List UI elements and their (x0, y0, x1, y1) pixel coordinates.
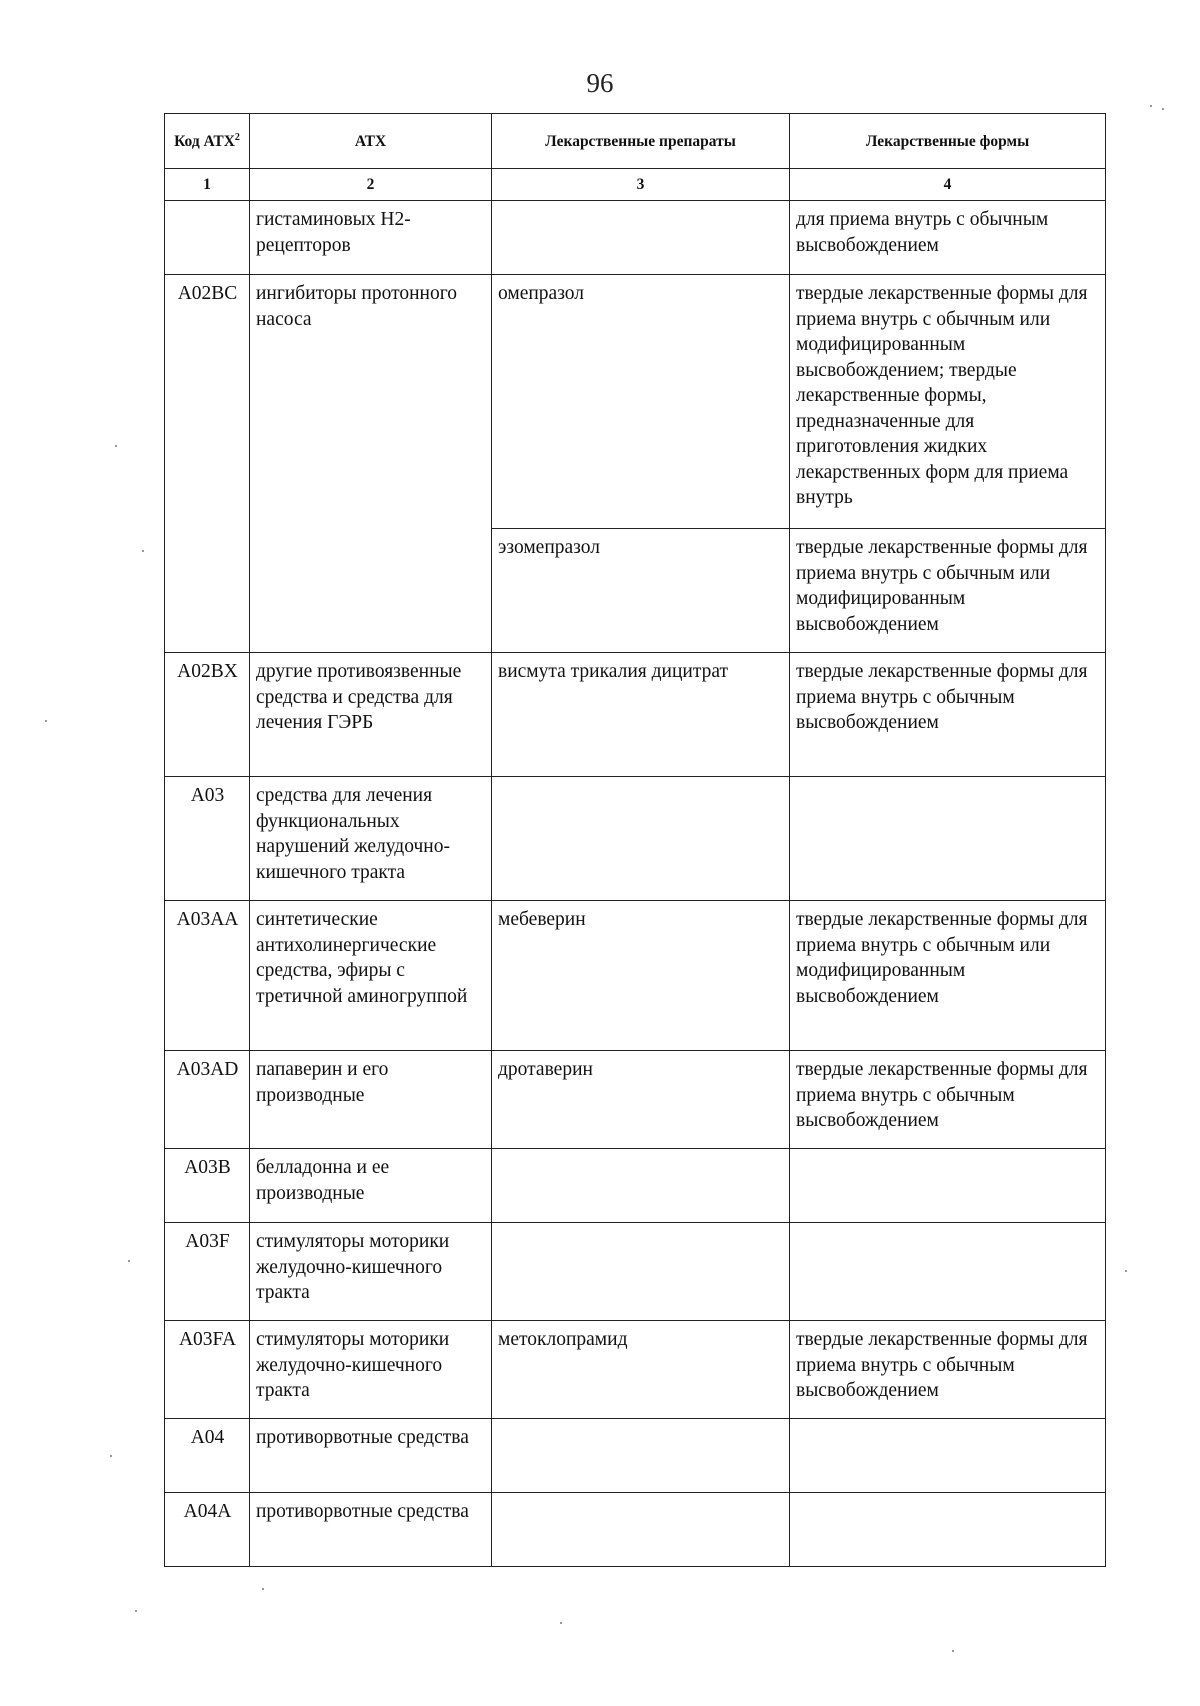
atx-code-cell: A03AA (165, 901, 250, 1051)
table-row (165, 777, 1106, 901)
table-row (165, 201, 1106, 275)
drug-cell: висмута трикалия дицитрат (492, 653, 790, 777)
dosage-form-cell (790, 1149, 1106, 1223)
atx-group-cell: стимуляторы моторики желудочно-кишечного тракта (250, 1321, 492, 1419)
drug-cell (492, 1493, 790, 1567)
atx-group-cell: папаверин и его производные (250, 1051, 492, 1149)
drug-cell (492, 201, 790, 275)
dosage-form-cell: твердые лекарственные формы для приема внутрь с обычным или модифицированным высвобождением; твердые лекарственные формы, предназначенные для приготовления жидких лекарственных форм для приема внутрь (790, 275, 1106, 529)
scan-speck (115, 445, 117, 447)
atx-group-cell: гистаминовых Н2-рецепторов (250, 201, 492, 275)
dosage-form-cell (790, 1493, 1106, 1567)
atx-code-cell: A02BC (165, 275, 250, 653)
atx-table (164, 113, 1106, 1567)
scan-speck (1150, 105, 1152, 107)
table-row (165, 275, 1106, 529)
scan-speck (110, 1455, 112, 1457)
atx-group-cell: ингибиторы протонного насоса (250, 275, 492, 653)
scan-speck (135, 1610, 137, 1612)
dosage-form-cell: твердые лекарственные формы для приема внутрь с обычным или модифицированным высвобождением (790, 901, 1106, 1051)
dosage-form-cell (790, 1419, 1106, 1493)
drug-cell (492, 1223, 790, 1321)
atx-code-cell: A03B (165, 1149, 250, 1223)
atx-code-cell: A03F (165, 1223, 250, 1321)
table-row (165, 1223, 1106, 1321)
drug-cell: мебеверин (492, 901, 790, 1051)
column-number: 1 (165, 169, 250, 201)
column-number: 2 (250, 169, 492, 201)
atx-group-cell: противорвотные средства (250, 1419, 492, 1493)
scan-speck (142, 550, 144, 552)
table-row (165, 1321, 1106, 1419)
dosage-form-cell (790, 777, 1106, 901)
atx-code-cell: A03FA (165, 1321, 250, 1419)
atx-code-cell (165, 201, 250, 275)
dosage-form-cell: для приема внутрь с обычным высвобождением (790, 201, 1106, 275)
column-number-row (165, 169, 1106, 201)
scan-speck (560, 1622, 562, 1624)
header-forms: Лекарственные формы (790, 114, 1106, 169)
header-row (165, 114, 1106, 169)
header-code: Код АТХ$^2$ (165, 114, 250, 169)
drug-cell: омепразол (492, 275, 790, 529)
column-number: 3 (492, 169, 790, 201)
column-number: 4 (790, 169, 1106, 201)
atx-group-cell: другие противоязвенные средства и средства для лечения ГЭРБ (250, 653, 492, 777)
atx-group-cell: стимуляторы моторики желудочно-кишечного тракта (250, 1223, 492, 1321)
scan-speck (262, 1588, 264, 1590)
scan-speck (952, 1650, 954, 1652)
scan-speck (1125, 1270, 1127, 1272)
drug-cell: метоклопрамид (492, 1321, 790, 1419)
table-row (165, 1051, 1106, 1149)
atx-group-cell: средства для лечения функциональных нарушений желудочно-кишечного тракта (250, 777, 492, 901)
drug-cell (492, 1149, 790, 1223)
atx-group-cell: белладонна и ее производные (250, 1149, 492, 1223)
header-drugs: Лекарственные препараты (492, 114, 790, 169)
scan-speck (1162, 108, 1164, 110)
atx-code-cell: A03AD (165, 1051, 250, 1149)
drug-cell (492, 1419, 790, 1493)
table-row (165, 653, 1106, 777)
atx-group-cell: синтетические антихолинергические средства, эфиры с третичной аминогруппой (250, 901, 492, 1051)
scan-speck (128, 1260, 130, 1262)
table-row (165, 901, 1106, 1051)
footnote-marker: 2 (234, 131, 240, 143)
atx-code-cell: A04A (165, 1493, 250, 1567)
atx-code-cell: A02BX (165, 653, 250, 777)
table-row (165, 1493, 1106, 1567)
drug-cell: эзомепразол (492, 529, 790, 653)
table-row (165, 1419, 1106, 1493)
atx-code-cell: A03 (165, 777, 250, 901)
atx-group-cell: противорвотные средства (250, 1493, 492, 1567)
header-atx: АТХ (250, 114, 492, 169)
atx-code-cell: A04 (165, 1419, 250, 1493)
dosage-form-cell: твердые лекарственные формы для приема внутрь с обычным высвобождением (790, 653, 1106, 777)
table-row (165, 1149, 1106, 1223)
scan-speck (45, 720, 47, 722)
page-number: 96 (586, 68, 614, 98)
dosage-form-cell: твердые лекарственные формы для приема внутрь с обычным высвобождением (790, 1321, 1106, 1419)
dosage-form-cell: твердые лекарственные формы для приема внутрь с обычным или модифицированным высвобождением (790, 529, 1106, 653)
drug-cell (492, 777, 790, 901)
dosage-form-cell (790, 1223, 1106, 1321)
dosage-form-cell: твердые лекарственные формы для приема внутрь с обычным высвобождением (790, 1051, 1106, 1149)
drug-cell: дротаверин (492, 1051, 790, 1149)
